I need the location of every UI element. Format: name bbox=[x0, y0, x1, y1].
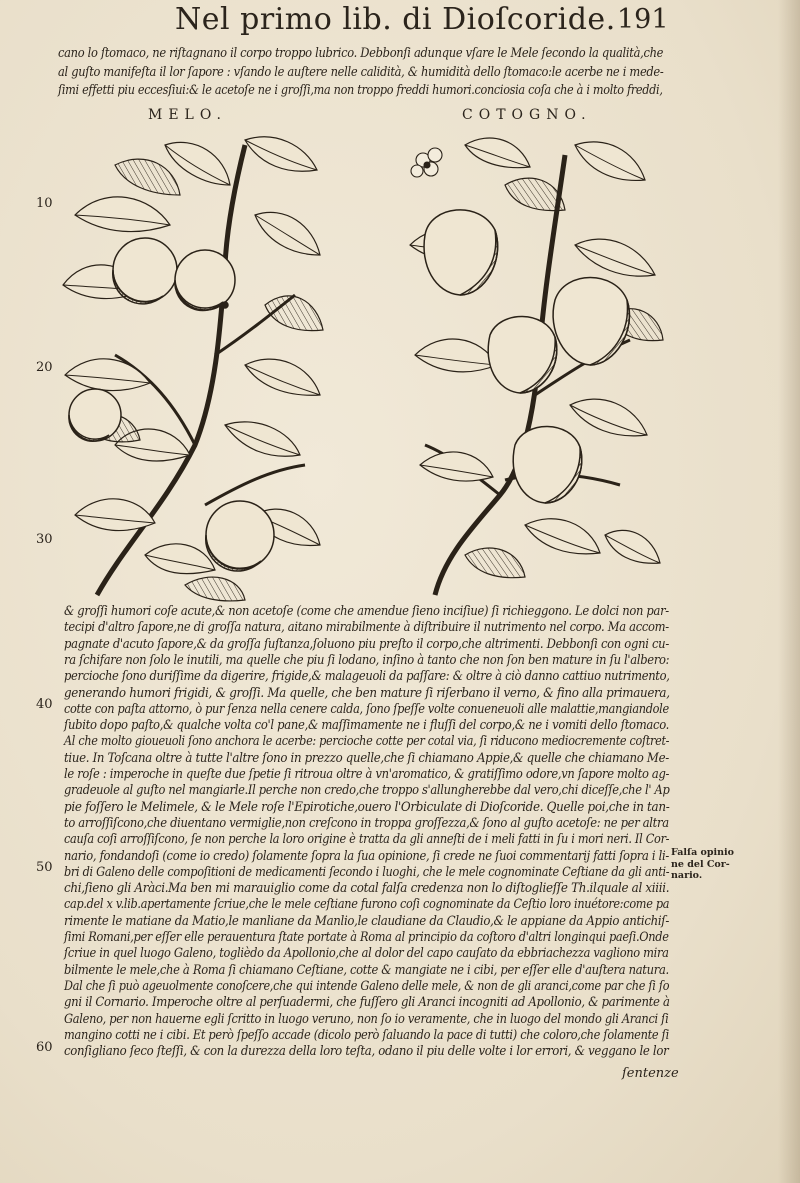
text-line: cauſa coſi arroſſiſcono, ſe non perche la loro origine è tratta da gli anneſti de i meli fatti in ſu i mori neri. Il Cor- bbox=[64, 832, 670, 848]
caption-cotogno: COTOGNO. bbox=[462, 107, 592, 123]
margin-line-number: 30 bbox=[36, 532, 53, 547]
catchword: ſentenze bbox=[622, 1066, 679, 1081]
text-line: mangino cotti ne i cibi. Et però ſpeſſo accade (dicolo però ſaluando la pace di tutti) che coloro,che ſolamente ſi bbox=[64, 1027, 669, 1043]
marginal-note-line: nario. bbox=[671, 870, 703, 881]
text-line: Dal che ſi può ageuolmente conoſcere,che qui intende Galeno delle mele, & non de gli aranci,come par che ſi ſo bbox=[64, 978, 670, 994]
text-line: ſubito dopo paſto,& qualche volta co'l pane,& maſſimamente ne i fluſſi del corpo,& ne i vomiti dello ſtomaco. bbox=[64, 718, 670, 734]
margin-line-number: 50 bbox=[36, 860, 53, 875]
marginal-note bbox=[671, 847, 734, 882]
margin-line-number: 20 bbox=[36, 360, 53, 375]
text-line: conſigliano ſeco ſteſſi, & con la durezza della loro teſta, odano il piu delle volte i lor errori, & veggano le lor bbox=[64, 1044, 669, 1060]
text-line: pie foſſero le Melimele, & le Mele roſe l'Epirotiche,ouero l'Orbiculate di Dioſcoride. Quelle poi,che in tan- bbox=[64, 799, 670, 815]
text-line: ſcriue in quel luogo Galeno, toglièdo da Apollonio,che al dolor del capo cauſato da ebbriachezza vagliono mira bbox=[64, 946, 669, 962]
text-line: chi,ſieno gli Aràci.Ma ben mi marauiglio come da cotal falſa credenza non lo diſtoglieſſe Th.ilquale al xiiii. bbox=[64, 881, 670, 897]
text-line: al guſto manifeſta il lor ſapore : vſando le auſtere nelle calidità, & humidità dello ſtomaco:le acerbe ne i mede- bbox=[58, 64, 664, 80]
running-header bbox=[0, 2, 800, 42]
text-line: cano lo ſtomaco, ne riſtagnano il corpo troppo lubrico. Debbonſi adunque vſare le Mele ſecondo la qualità,che bbox=[58, 46, 664, 61]
text-line: nario, fondandoſi (come io credo) ſolamente ſopra la ſua opinione, ſi crede ne ſuoi commentarij fatti ſopra i li- bbox=[64, 848, 669, 864]
text-line: Al che molto gioueuoli ſono anchora le acerbe: percioche cotte per cotal via, ſi riducono mediocremente coſtret- bbox=[64, 734, 670, 750]
apple-branch-woodcut bbox=[55, 125, 325, 603]
caption-melo: MELO. bbox=[148, 107, 227, 123]
text-line: to arroſſiſcono,che diuentano vermiglie,non creſcono in troppa groſſezza,& ſono al guſto acetoſe: ne per altra bbox=[64, 815, 669, 831]
running-title: Nel primo lib. di Dioſcoride. bbox=[175, 2, 616, 37]
text-line: & groſſi humori coſe acute,& non acetoſe (come che amendue ſieno inciſiue) ſi richieggono. Le dolci non par- bbox=[64, 604, 669, 619]
margin-line-number: 10 bbox=[36, 196, 53, 211]
page-edge-shadow bbox=[778, 0, 800, 1183]
text-line: rimente le matiane da Matio,le manliane da Manlio,le claudiane da Claudio,& le appiane da Appio antichiſ- bbox=[64, 913, 670, 929]
quince-branch-woodcut bbox=[405, 125, 665, 605]
text-line: ſimi Romani,per eſſer elle perauentura ſtate portate à Roma al principio da coſtoro d'altri longinqui paeſi.Onde bbox=[64, 930, 669, 945]
text-line: pagnate d'acuto ſapore,& da groſſa ſuſtanza,ſoluono piu preſto il corpo,che altrimenti. Debbonſi con ogni cu- bbox=[64, 636, 669, 652]
text-line: percioche ſono duriſſime da digerire, frigide,& malageuoli da paſſare: & oltre à ciò danno cattiuo nutrimento, bbox=[64, 669, 670, 685]
text-line: tecipi d'altro ſapore,ne di groſſa natura, aitano mirabilmente à diſtribuire il nutrimento nel corpo. Ma accom- bbox=[64, 620, 669, 636]
marginal-note-line: Falſa opinio bbox=[671, 847, 734, 858]
text-line: cap.del x v.lib.apertamente ſcriue,che le mele ceſtiane furono coſi cognominate da Ceſtio loro inuétore:come pa bbox=[64, 897, 670, 913]
text-line: tiue. In Toſcana oltre à tutte l'altre ſono in prezzo quelle,che ſi chiamano Appie,& quelle che chiamano Me- bbox=[64, 750, 669, 766]
text-line: cotte con paſta attorno, ò pur ſenza nella cenere calda, ſono ſpeſſe volte conueneuoli alle malattie,mangiandole bbox=[64, 701, 669, 717]
marginal-note-line: ne del Cor- bbox=[671, 858, 730, 870]
text-line: gni il Cornario. Imperoche oltre al perſuadermi, che fuſſero gli Aranci incogniti ad Apollonio, & parimente à bbox=[64, 995, 670, 1011]
margin-line-number: 60 bbox=[36, 1040, 53, 1055]
margin-line-number: 40 bbox=[36, 697, 53, 712]
text-line: bri di Galeno delle compoſitioni de medicamenti ſecondo i luoghi, che le mele cognominate Ceſtiane da gli anti- bbox=[64, 864, 670, 880]
text-line: gradeuole al guſto nel mangiarle.Il perche non credo,che troppo s'allungherebbe dal vero,chi diceſſe,che l' Ap bbox=[64, 783, 670, 799]
text-line: bilmente le mele,che à Roma ſi chiamano Ceſtiane, cotte & mangiate ne i cibi, per eſſer elle d'auſtera natura. bbox=[64, 962, 669, 978]
text-line: ra ſchifare non ſolo le inutili, ma quelle che piu ſi lodano, inſino à tanto che non ſon ben mature in ſu l'albero: bbox=[64, 652, 670, 668]
text-line: Galeno, per non hauerne egli ſcritto in luogo veruno, non ſo io veramente, che in luogo del mondo gli Aranci ſi bbox=[64, 1011, 669, 1027]
text-line: le roſe : imperoche in queſte due ſpetie ſi ritroua oltre à vn'aromatico, & gratiſſimo odore,vn ſapore molto ag- bbox=[64, 767, 670, 782]
text-line: ſimi effetti piu eccesſiui:& le acetoſe ne i groſſi,ma non troppo freddi humori.conciosia coſa che à i molto freddi, bbox=[58, 83, 663, 98]
page-number: 191 bbox=[617, 4, 669, 35]
text-line: generando humori frigidi, & groſſi. Ma quelle, che ben mature ſi riſerbano il verno, & fino alla primauera, bbox=[64, 685, 670, 701]
